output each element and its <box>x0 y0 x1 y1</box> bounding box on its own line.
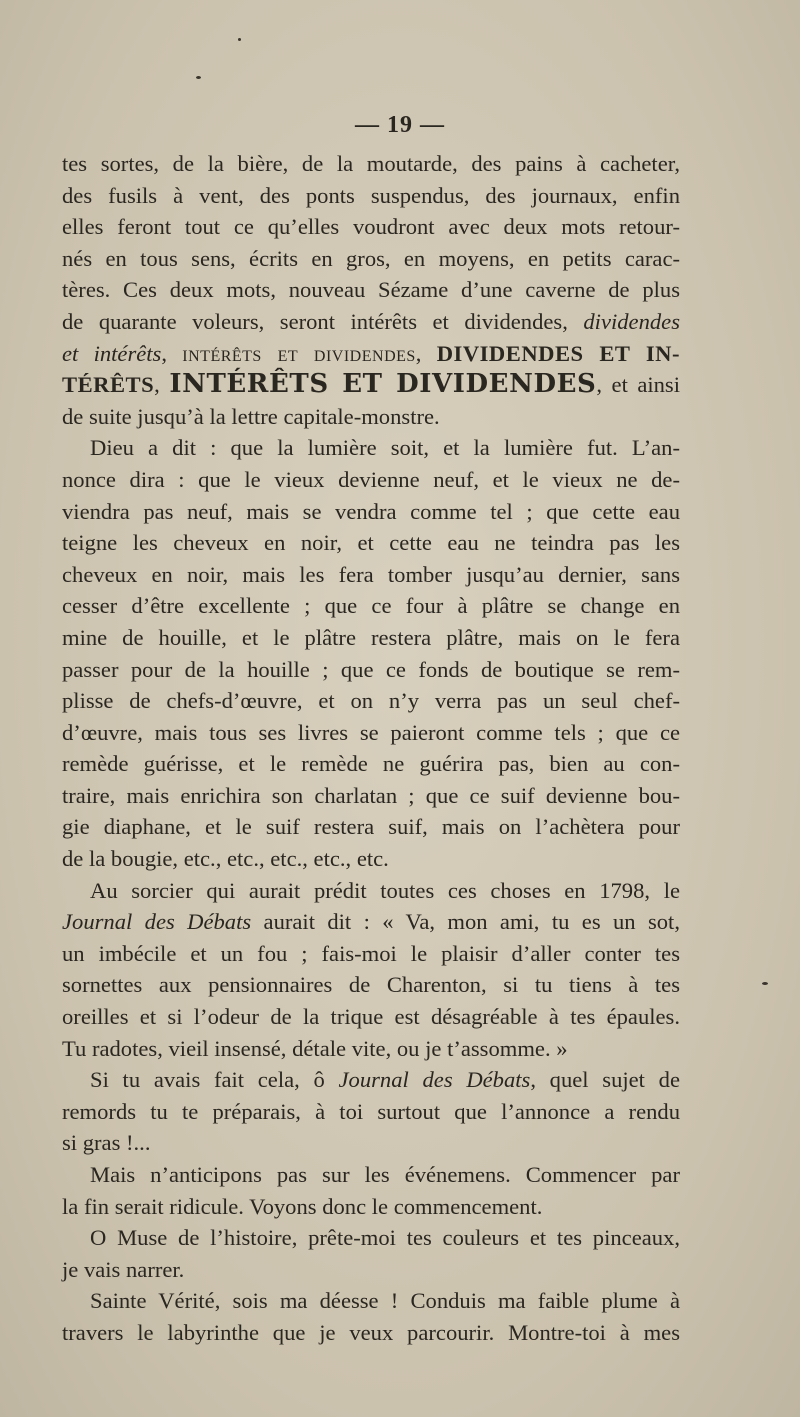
text-segment: TÉRÊTS <box>62 372 155 398</box>
text-line <box>62 559 680 591</box>
text-line <box>62 875 680 907</box>
text-segment: d’œuvre, mais tous ses livres se paieront comme tels ; que ce <box>62 719 680 745</box>
text-line <box>62 590 680 622</box>
text-segment: la fin serait ridicule. Voyons donc le commencement. <box>62 1193 543 1219</box>
text-line <box>62 1317 680 1349</box>
text-line <box>62 338 680 370</box>
text-segment: , <box>161 340 183 366</box>
text-segment: dividendes <box>583 308 680 334</box>
text-line <box>62 685 680 717</box>
text-segment: et intérêts <box>62 340 162 366</box>
text-segment: , <box>415 340 437 366</box>
text-segment: teigne les cheveux en noir, et cette eau ne teindra pas les <box>62 530 680 556</box>
text-segment: , <box>154 372 170 398</box>
text-segment: remords tu te préparais, à toi surtout que l’annonce a rendu <box>62 1098 680 1124</box>
text-segment: Sainte Vérité, sois ma déesse ! Conduis ma faible plume à <box>90 1288 680 1314</box>
text-segment: cesser d’être excellente ; que ce four à plâtre se change en <box>62 593 680 619</box>
text-line <box>62 1254 680 1286</box>
text-line <box>62 432 680 464</box>
text-segment: nonce dira : que le vieux devienne neuf, et le vieux ne de- <box>62 466 680 492</box>
text-line <box>62 1222 680 1254</box>
text-segment: Journal des Débats <box>62 909 252 935</box>
text-line <box>62 843 680 875</box>
text-segment: viendra pas neuf, mais se vendra comme tel ; que cette eau <box>62 498 680 524</box>
text-segment: INTÉRÊTS ET DIVIDENDES <box>169 369 597 400</box>
text-line <box>62 274 680 306</box>
page-number: — 19 — <box>355 112 445 138</box>
text-segment: plisse de chefs-d’œuvre, et on n’y verra pas un seul chef- <box>62 688 680 714</box>
text-segment: cheveux en noir, mais les fera tomber jusqu’au dernier, sans <box>62 561 680 587</box>
ink-speck <box>238 38 241 41</box>
text-line <box>62 496 680 528</box>
text-line <box>62 527 680 559</box>
text-segment: travers le labyrinthe que je veux parcourir. Montre-toi à mes <box>62 1319 680 1345</box>
text-line <box>62 654 680 686</box>
text-segment: oreilles et si l’odeur de la trique est désagréable à tes épaules. <box>62 1004 680 1030</box>
text-segment: elles feront tout ce qu’elles voudront avec deux mots retour- <box>62 214 680 240</box>
text-line <box>62 1096 680 1128</box>
text-segment: gie diaphane, et le suif restera suif, mais on l’achètera pour <box>62 814 680 840</box>
body-text <box>62 148 680 1349</box>
text-segment: Tu radotes, vieil insensé, détale vite, ou je t’assomme. » <box>62 1035 568 1061</box>
text-line <box>62 180 680 212</box>
text-segment: tères. Ces deux mots, nouveau Sézame d’une caverne de plus <box>62 277 680 303</box>
text-line <box>62 717 680 749</box>
text-segment: O Muse de l’histoire, prête-moi tes couleurs et tes pinceaux, <box>90 1225 680 1251</box>
text-line <box>62 969 680 1001</box>
text-line <box>62 1001 680 1033</box>
text-segment: aurait dit : « Va, mon ami, tu es un sot, <box>251 909 680 935</box>
text-segment: de quarante voleurs, seront intérêts et dividendes, <box>62 308 584 334</box>
text-segment: je vais narrer. <box>62 1256 185 1282</box>
text-line <box>62 211 680 243</box>
text-line <box>62 1064 680 1096</box>
text-segment: Dieu a dit : que la lumière soit, et la lumière fut. L’an- <box>90 435 680 461</box>
text-line <box>62 811 680 843</box>
text-segment: de la bougie, etc., etc., etc., etc., etc. <box>62 846 389 872</box>
text-line <box>62 938 680 970</box>
text-line <box>62 748 680 780</box>
text-line <box>62 148 680 180</box>
text-line <box>62 464 680 496</box>
text-segment: de suite jusqu’à la lettre capitale-monstre. <box>62 403 440 429</box>
text-segment: , et ainsi <box>596 372 680 398</box>
text-segment: intérêts et dividendes <box>182 340 416 366</box>
text-segment: un imbécile et un fou ; fais-moi le plaisir d’aller conter tes <box>62 940 680 966</box>
text-segment: sornettes aux pensionnaires de Charenton, si tu tiens à tes <box>62 972 680 998</box>
text-line <box>62 401 680 433</box>
text-segment: nés en tous sens, écrits en gros, en moyens, en petits carac- <box>62 245 680 271</box>
ink-speck <box>196 76 201 79</box>
text-segment: passer pour de la houille ; que ce fonds de boutique se rem- <box>62 656 680 682</box>
text-segment: traire, mais enrichira son charlatan ; que ce suif devienne bou- <box>62 782 680 808</box>
text-line <box>62 1127 680 1159</box>
text-line <box>62 1191 680 1223</box>
text-line <box>62 780 680 812</box>
text-segment: tes sortes, de la bière, de la moutarde, des pains à cacheter, <box>62 151 680 176</box>
text-segment: mine de houille, et le plâtre restera plâtre, mais on le fera <box>62 624 680 650</box>
text-segment: des fusils à vent, des ponts suspendus, des journaux, enfin <box>62 182 680 208</box>
text-segment: , quel sujet de <box>530 1067 680 1093</box>
text-line <box>62 243 680 275</box>
text-line <box>62 306 680 338</box>
text-line <box>62 369 680 401</box>
text-segment: Journal des Débats <box>338 1067 531 1093</box>
text-line <box>62 622 680 654</box>
text-line <box>62 906 680 938</box>
text-segment: Si tu avais fait cela, ô <box>90 1067 339 1093</box>
text-segment: Mais n’anticipons pas sur les événemens. Commencer par <box>90 1162 680 1187</box>
text-segment: remède guérisse, et le remède ne guérira pas, bien au con- <box>62 751 680 777</box>
ink-speck <box>762 982 768 985</box>
text-segment: DIVIDENDES ET IN- <box>436 340 680 366</box>
text-line <box>62 1159 680 1191</box>
text-line <box>62 1285 680 1317</box>
text-segment: si gras !... <box>62 1130 151 1156</box>
text-segment: Au sorcier qui aurait prédit toutes ces choses en 1798, le <box>90 877 680 903</box>
text-line <box>62 1033 680 1065</box>
